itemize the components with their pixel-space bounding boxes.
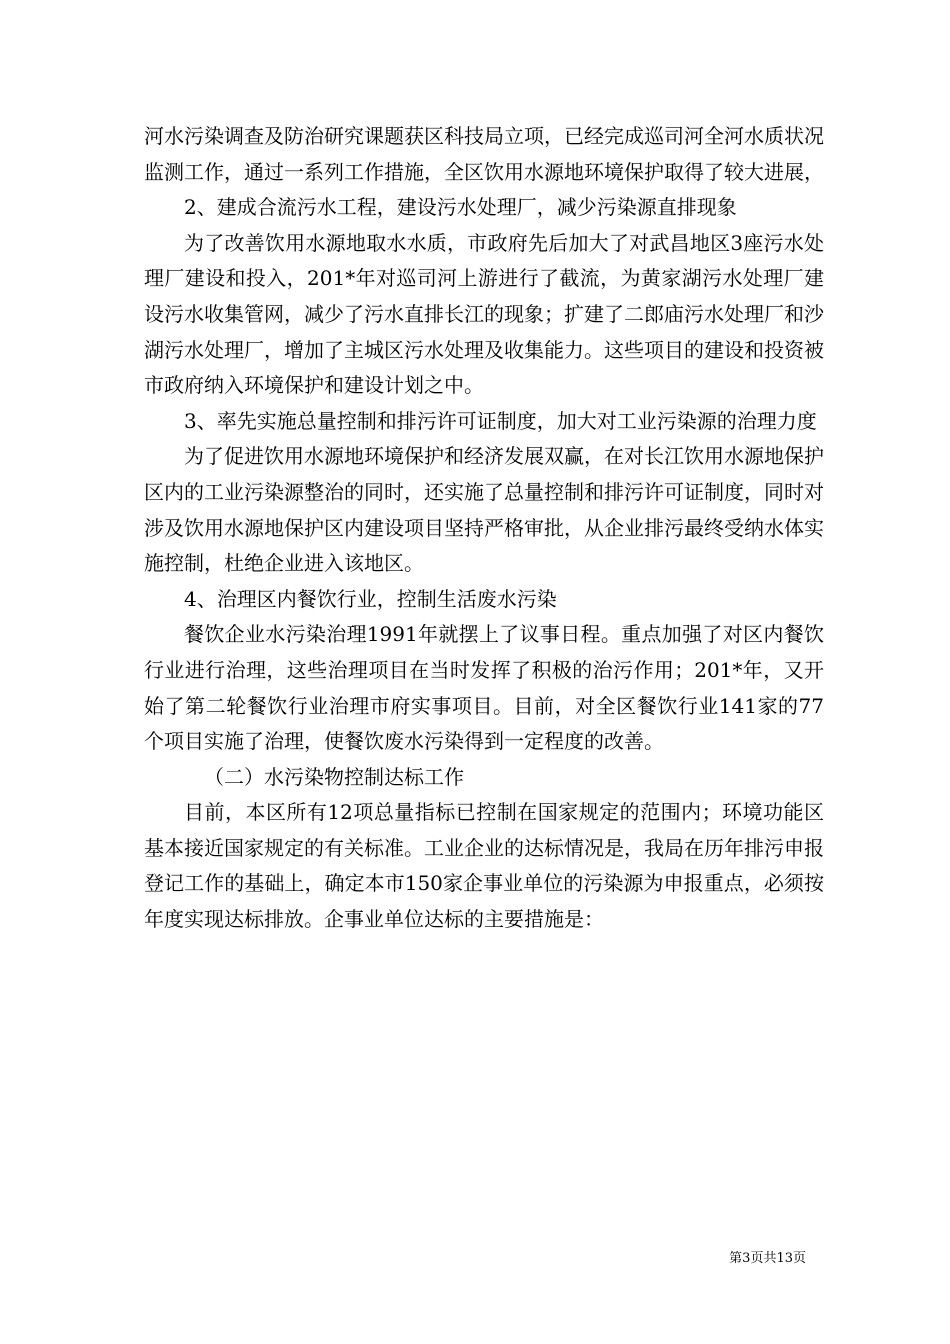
paragraph-standards: 目前，本区所有12项总量指标已控制在国家规定的范围内；环境功能区基本接近国家规定的有关标准。工业企业的达标情况是，我局在历年排污申报登记工作的基础上，确定本市150家企事业单位的污染源为申报重点，必须按年度实现达标排放。企事业单位达标的主要措施是： [144,800,824,932]
paragraph-catering: 餐饮企业水污染治理1991年就摆上了议事日程。重点加强了对区内餐饮行业进行治理，这些治理项目在当时发挥了积极的治污作用；201*年，又开始了第二轮餐饮行业治理市府实事项目。目前，对全区餐饮行业141家的77个项目实施了治理，使餐饮废水污染得到一定程度的改善。 [144,622,824,754]
section-heading-2: 2、建成合流污水工程，建设污水处理厂，减少污染源直排现象 [184,195,737,220]
document-body [144,119,824,938]
paragraph-permit-system: 为了促进饮用水源地环境保护和经济发展双赢，在对长江饮用水源地保护区内的工业污染源整治的同时，还实施了总量控制和排污许可证制度，同时对涉及饮用水源地保护区内建设项目坚持严格审批，从企业排污最终受纳水体实施控制，杜绝企业进入该地区。 [144,444,824,576]
section-heading-3: 3、率先实施总量控制和排污许可证制度，加大对工业污染源的治理力度 [184,408,817,433]
section-heading-4: 4、治理区内餐饮行业，控制生活废水污染 [184,586,557,611]
paragraph-continuation: 河水污染调查及防治研究课题获区科技局立项，已经完成巡司河全河水质状况监测工作，通过一系列工作措施，全区饮用水源地环境保护取得了较大进展， [144,124,824,184]
page-number: 第3页共13页 [729,1251,806,1266]
subsection-heading-2: （二）水污染物控制达标工作 [204,764,464,789]
paragraph-sewage-plants: 为了改善饮用水源地取水水质，市政府先后加大了对武昌地区3座污水处理厂建设和投入，201*年对巡司河上游进行了截流，为黄家湖污水处理厂建设污水收集管网，减少了污水直排长江的现象；扩建了二郎庙污水处理厂和沙湖污水处理厂，增加了主城区污水处理及收集能力。这些项目的建设和投资被市政府纳入环境保护和建设计划之中。 [144,230,824,398]
